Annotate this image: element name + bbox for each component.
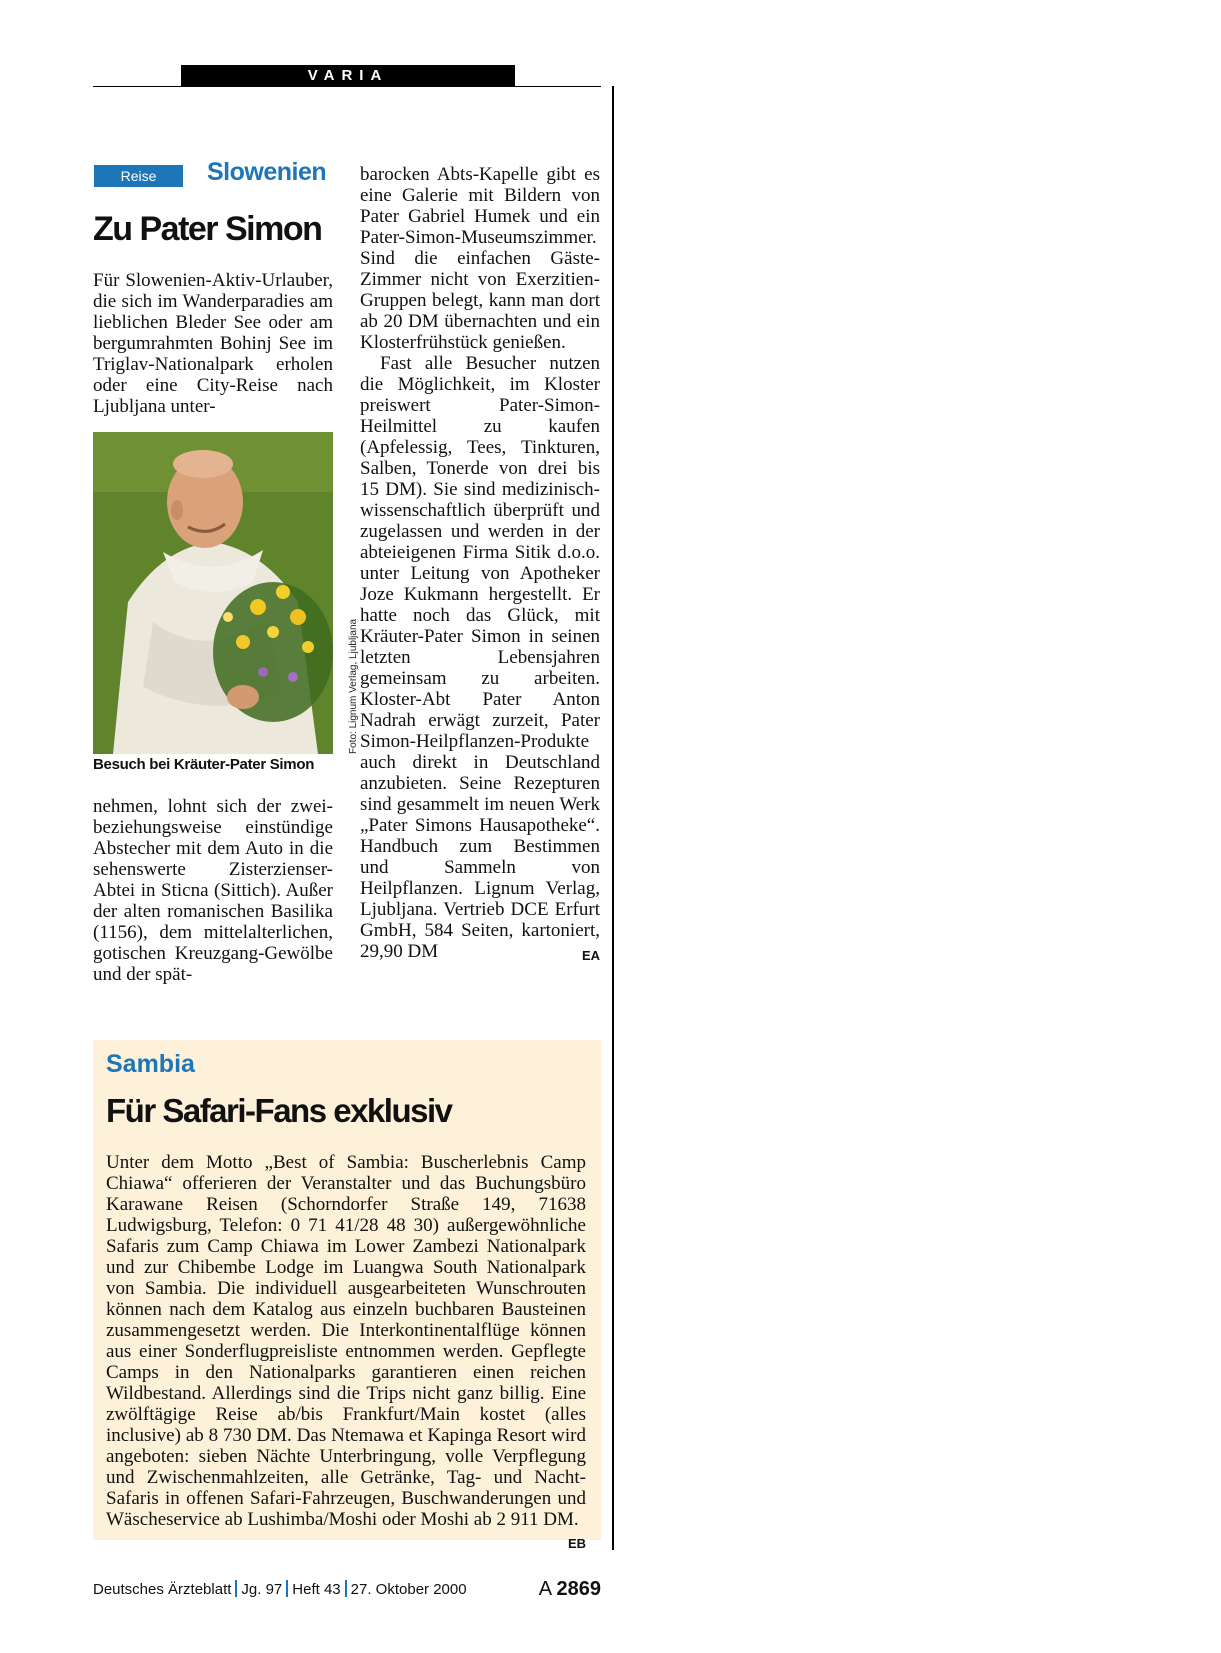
column-divider (612, 86, 614, 1550)
volume: Jg. 97 (241, 1581, 283, 1598)
author-signature: EA (581, 948, 600, 963)
header-rule (93, 86, 601, 87)
photo-credit (335, 612, 359, 754)
article-headline: Zu Pater Simon (93, 210, 322, 248)
page-prefix: A (538, 1578, 551, 1600)
article-kicker: Slowenien (207, 158, 327, 186)
article-column-right (360, 164, 600, 966)
author-signature: EB (567, 1536, 586, 1551)
footer-separator (286, 1580, 288, 1597)
category-tag: Reise (94, 165, 183, 187)
body-text: barocken Abts-Kapelle gibt es eine Galerie mit Bildern von Pater Gabriel Humek und ein Pater-Simon-Museumszimmer. Sind die einfachen Gäste-Zimmer nicht von Exerzitien-Gruppen belegt, kann man dort ab 20 DM übernachten und ein Klosterfrühstück genießen. (360, 164, 600, 353)
article-column-left-bottom (93, 796, 333, 985)
issue: Heft 43 (292, 1581, 341, 1598)
box-headline: Für Safari-Fans exklusiv (106, 1092, 452, 1129)
article-column-left-top (93, 270, 333, 417)
article-photo (93, 432, 333, 754)
section-label: VARIA (181, 65, 515, 86)
highlight-box (93, 1040, 601, 1551)
body-text: Für Slowenien-Aktiv-Urlauber, die sich im Wanderparadies am lieblichen Bleder See oder am bergumrahmten Bohinj See im Triglav-Nationalpark erholen oder eine City-Reise nach Ljubljana unter- (93, 270, 333, 417)
box-body (106, 1152, 586, 1554)
page-footer (93, 1578, 601, 1602)
body-text (360, 353, 600, 962)
footer-separator (235, 1580, 237, 1597)
footer-separator (345, 1580, 347, 1597)
body-text-span: Fast alle Besucher nutzen die Möglichkeit, im Kloster preiswert Pater-Simon-Heilmittel zu kaufen (Apfelessig, Tees, Tinkturen, Salben, Tonerde von drei bis 15 DM). Sie sind medizinisch-wissenschaftlich überprüft und zugelassen und werden in der abteieigenen Firma Sitik d.o.o. unter Leitung von Apotheker Joze Kukmann hergestellt. Er hatte noch das Glück, mit Kräuter-Pater Simon in seinen letzten Lebensjahren gemeinsam zu arbeiten. Kloster-Abt Pater Anton Nadrah erwägt zurzeit, Pater Simon-Heilpflanzen-Produkte auch direkt in Deutschland anzubieten. Seine Rezepturen sind gesammelt im neuen Werk „Pater Simons Hausapotheke“. Handbuch zum Bestimmen und Sammeln von Heilpflanzen. Lignum Verlag, Ljubljana. Vertrieb DCE Erfurt GmbH, 584 Seiten, kartoniert, 29,90 DM (360, 353, 600, 962)
photo-caption: Besuch bei Kräuter-Pater Simon (93, 756, 315, 773)
box-body-text: Unter dem Motto „Best of Sambia: Buscherlebnis Camp Chiawa“ offerieren der Veranstalter und das Buchungsbüro Karawane Reisen (Schorndorfer Straße 149, 71638 Ludwigsburg, Telefon: 0 71 41/28 48 30) außergewöhnliche Safaris zum Camp Chiawa im Lower Zambezi Nationalpark und zur Chibembe Lodge im Luangwa South Nationalpark von Sambia. Die individuell ausgearbeiteten Wunschrouten können nach dem Katalog aus einzeln buchbaren Bausteinen zusammengesetzt werden. Die Interkontinentalflüge können aus einer Sonderflugpreisliste entnommen werden. Gepflegte Camps in den Nationalparks garantieren einen reichen Wildbestand. Allerdings sind die Trips nicht ganz billig. Eine zwölftägige Reise ab/bis Frankfurt/Main kostet (alles inclusive) ab 8 730 DM. Das Ntemawa et Kapinga Resort wird angeboten: sieben Nächte Unterbringung, volle Verpflegung und Zwischenmahlzeiten, alle Getränke, Tag- und Nacht-Safaris in offenen Safari-Fahrzeugen, Buschwanderungen und Wäscheservice ab Lushimba/Moshi oder Moshi ab 2 911 DM. (106, 1152, 586, 1530)
photo-credit-text: Foto: Lignum Verlag, Ljubljana (348, 618, 359, 754)
monk-photo-illustration (93, 432, 333, 754)
box-kicker: Sambia (106, 1050, 195, 1078)
footer-publication-line (93, 1580, 467, 1598)
publication-name: Deutsches Ärzteblatt (93, 1581, 232, 1598)
body-text: nehmen, lohnt sich der zwei- beziehungsweise einstündige Abstecher mit dem Auto in die sehenswerte Zisterzienser-Abtei in Sticna (Sittich). Außer der alten romanischen Basilika (1156), dem mittelalterlichen, gotischen Kreuzgang-Gewölbe und der spät- (93, 796, 333, 985)
page-number-value: 2869 (556, 1578, 601, 1600)
issue-date: 27. Oktober 2000 (350, 1581, 467, 1598)
page-number (539, 1578, 601, 1601)
